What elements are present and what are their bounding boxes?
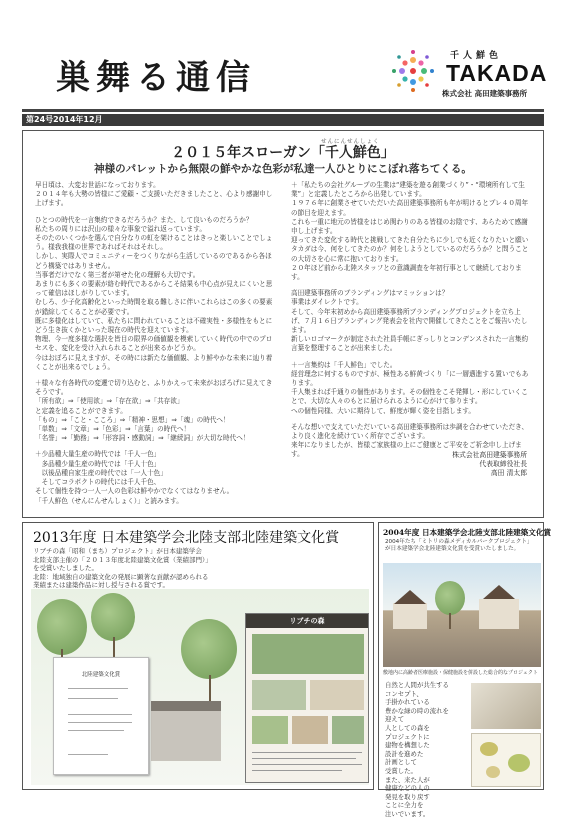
logo-tagline: 千人鮮色 bbox=[450, 51, 503, 61]
slogan-ruby: せんにんせんしょく bbox=[321, 139, 380, 145]
article-paragraph: ＋「私たちの会社グループの生業は“建築を遊る創業づくり”・“環境所有して生業”」と定義したところから出発しています。 １９７６年に創業させていただいた高田建築事務所も年が明けるとプレ４０周年の節目を迎えます。 これも一重に地元の皆様をはじめ関わりのある皆様のお陰です、あらためて感謝申し上げます。 迎ってきた変化する時代と挑戦してきた自分たちに少しでも近くなりたいと願いタカダは今、何をしてきたのか？何をしようとしているのだろうか？と問うことの大切さを心に常に抱いております。 ２０年ほど前から北陸スタッフとの意識調査を年初行事として継続しております。 bbox=[291, 181, 529, 282]
masthead bbox=[22, 34, 548, 112]
award-2013-photo bbox=[31, 589, 369, 785]
signature-role: 代表取締役社長 bbox=[479, 460, 527, 469]
award-2004-text: 2004年たち「ミトリの森メディカルパークプロジェクト」 が日本建築学会北陸建築文化賞を受賞いたしました。 bbox=[385, 539, 533, 553]
award-2013-box bbox=[22, 522, 374, 790]
slogan-subtitle: 神様のパレットから無限の鮮やかな色彩が私達一人ひとりにこぼれ落ちてくる。 bbox=[94, 163, 472, 175]
certificate-title: 北陸建築文化賞 bbox=[81, 672, 121, 678]
interior-photo bbox=[471, 683, 541, 729]
article-paragraph: ＋少品種大量生産の時代では「千人一色」 多品種少量生産の時代では「千人十色」 以後品種自家生産の時代では「一人十色」 そしてコラボクトの時代には千人千色、 そして個性を持つ一人一人の色彩は鮮やかでなくてはなりません。 「千人鮮色（せんにんせんしょく）」と読みます。 bbox=[35, 450, 234, 505]
award-2004-caption: 敷地内に高齢者医療施設・保健施設を併設した総合的なプロジェクト bbox=[383, 670, 538, 676]
logo-brand: TAKADA bbox=[446, 60, 548, 86]
article-left-column bbox=[35, 181, 275, 513]
award-2013-title: 2013年度 日本建築学会北陸支部北陸建築文化賞 bbox=[33, 530, 340, 546]
award-2013-text: リブチの森「昭和（まち）プロジェクト」が日本建築学会 北陸支部主催の「２０１３年度北陸建築文化賞（業績部門）」 を受賞いたしました。 北陸：地域独自の建築文化の発展に顕著な貢献が認められる 業績または建築作品に対し授与される賞です。 bbox=[33, 547, 212, 590]
article-right-column bbox=[291, 181, 531, 467]
newsletter-page bbox=[10, 30, 555, 818]
article-paragraph: ひとつの時代を一言集約できるだろうか？また、して良いものだろうか？ 私たちの周りには沢山の様々な事象で溢れ返っています。 そのたのいくつかを選んで自分なりの虹を架けることはきっと楽しいことでしょう。様我我様の世界であればそれはそれし。 しかし、実際人でコミュニティーをつくりながら生活しているのであるから各ほどう構築ではありません。 当事者だけでなく第三者が第せた化の理解も大切です。 あまりにも多くの要素が絡む時代であるからこそ結果も中心点が見えにくいと思って確信はほしがりしています。 むしろ、少子化高齢化といった時間を取る難しさに伴いこれらはこの多くの要素が錯綜してくることが必要です。 既に多様化はしていて、私たちに問われていることは不確実性・多様性をもとにどう生き抜くかといった現在の時代を迎えています。 物理、今一度多様な選択を皆目の限界の価値観を模索していく時代の中でのプロセスを、変化を受け入れられることが出来るかどうか。 今はおぼろに見えますが、その時には新たな価値観、より鮮やかな未来に辿り着くことが出来るでしょう。 bbox=[35, 215, 273, 371]
issue-label: 第24号2014年12月 bbox=[26, 115, 103, 124]
award-2004-title: 2004年度 日本建築学会北陸支部北陸建築文化賞 bbox=[383, 528, 552, 537]
article-paragraph: ＋一言集約は「千人鮮色」でした。 経営理念に何するものですが、極性ある鮮黄づくり「に一層邁進する置いでもあります。 千人集まれば千通りの個性があります。その個性をこそ発揮し・形にしていくことで、大切な人々のもとに届けられるように心がけて参ります。 への個性同様、大いに期待して、鮮度が輝く姿を目指します。 bbox=[291, 360, 529, 415]
slogan-title: ２０１５年スローガン「千人鮮色」 bbox=[171, 145, 395, 161]
color-burst-logo-icon bbox=[390, 48, 436, 94]
award-poster bbox=[245, 613, 369, 783]
slogan-article bbox=[22, 130, 544, 518]
issue-bar bbox=[22, 114, 544, 126]
signature-company: 株式会社高田建築事務所 bbox=[452, 451, 527, 459]
article-paragraph: 高田建築事務所のブランディングはマミッションは？ 事業はダイレクトです。 そして、今年末初めから高田建築事務所ブランディングプロジェクトを立ち上げ、７月１６日ブランディング発表会を社内で開催してきたことをご報告いたします。 新しいロゴマークが制定された社員手帳にぎっしりとコンデンスされた一言集約言葉を整理することが出来ました。 bbox=[291, 289, 529, 353]
company-name: 株式会社 高田建築事務所 bbox=[442, 89, 528, 98]
takada-logo bbox=[390, 42, 548, 106]
article-paragraph: 早日頃は、大変お世話になっております。 ２０１４年も大勢の皆様にご愛顧・ご支援いただきましたこと、心より感謝申し上げます。 bbox=[35, 181, 273, 208]
signature bbox=[452, 451, 527, 479]
award-certificate bbox=[53, 657, 149, 775]
site-plan-image bbox=[471, 733, 541, 787]
award-2004-description: 自然と人間が共生する コンセプト、 手掛かれている 豊かな緑の時の流れを 迎えて 人としての森を プロジェクトに 建物を構想した 設計を進めた 計画として 受賞した。 また、来た人が 健康などの人の 発見を取り戻す ことに全力を 注いでいます。 bbox=[385, 681, 449, 818]
article-paragraph: ＋様々な有各時代の変遷で切り込むと、ふりかえって未来がおぼろげに見えてきそうです。 「所有欲」⇒「使用欲」⇒「存在欲」⇒「共存欲」 と定義を追ることができます。 「もの」⇒「こと・こころ」⇒「精神・思想」⇒「魂」の時代へ！ 「単数」⇒「文章」⇒「色彩」⇒「言葉」の時代へ！ 「名誉」⇒「勤務」⇒「形容詞・感動詞」⇒「継続詞」が大切な時代へ！ bbox=[35, 379, 273, 443]
building-image bbox=[151, 701, 221, 761]
award-2004-photo bbox=[383, 563, 541, 667]
poster-title: リブチの森 bbox=[289, 617, 325, 625]
signature-name: 高田 清太郎 bbox=[490, 469, 527, 478]
newsletter-title: 巣舞る通信 bbox=[56, 58, 256, 98]
award-2004-box bbox=[378, 522, 552, 818]
article-paragraph: そんな想いで支えていただいている高田建築事務所は歩調を合わせていただき、より良く進化を続けていく所存でございます。 来年になりましたが、皆様ご家族様の上にご健康とご平安をご祈念申し上げます。 bbox=[291, 422, 529, 459]
